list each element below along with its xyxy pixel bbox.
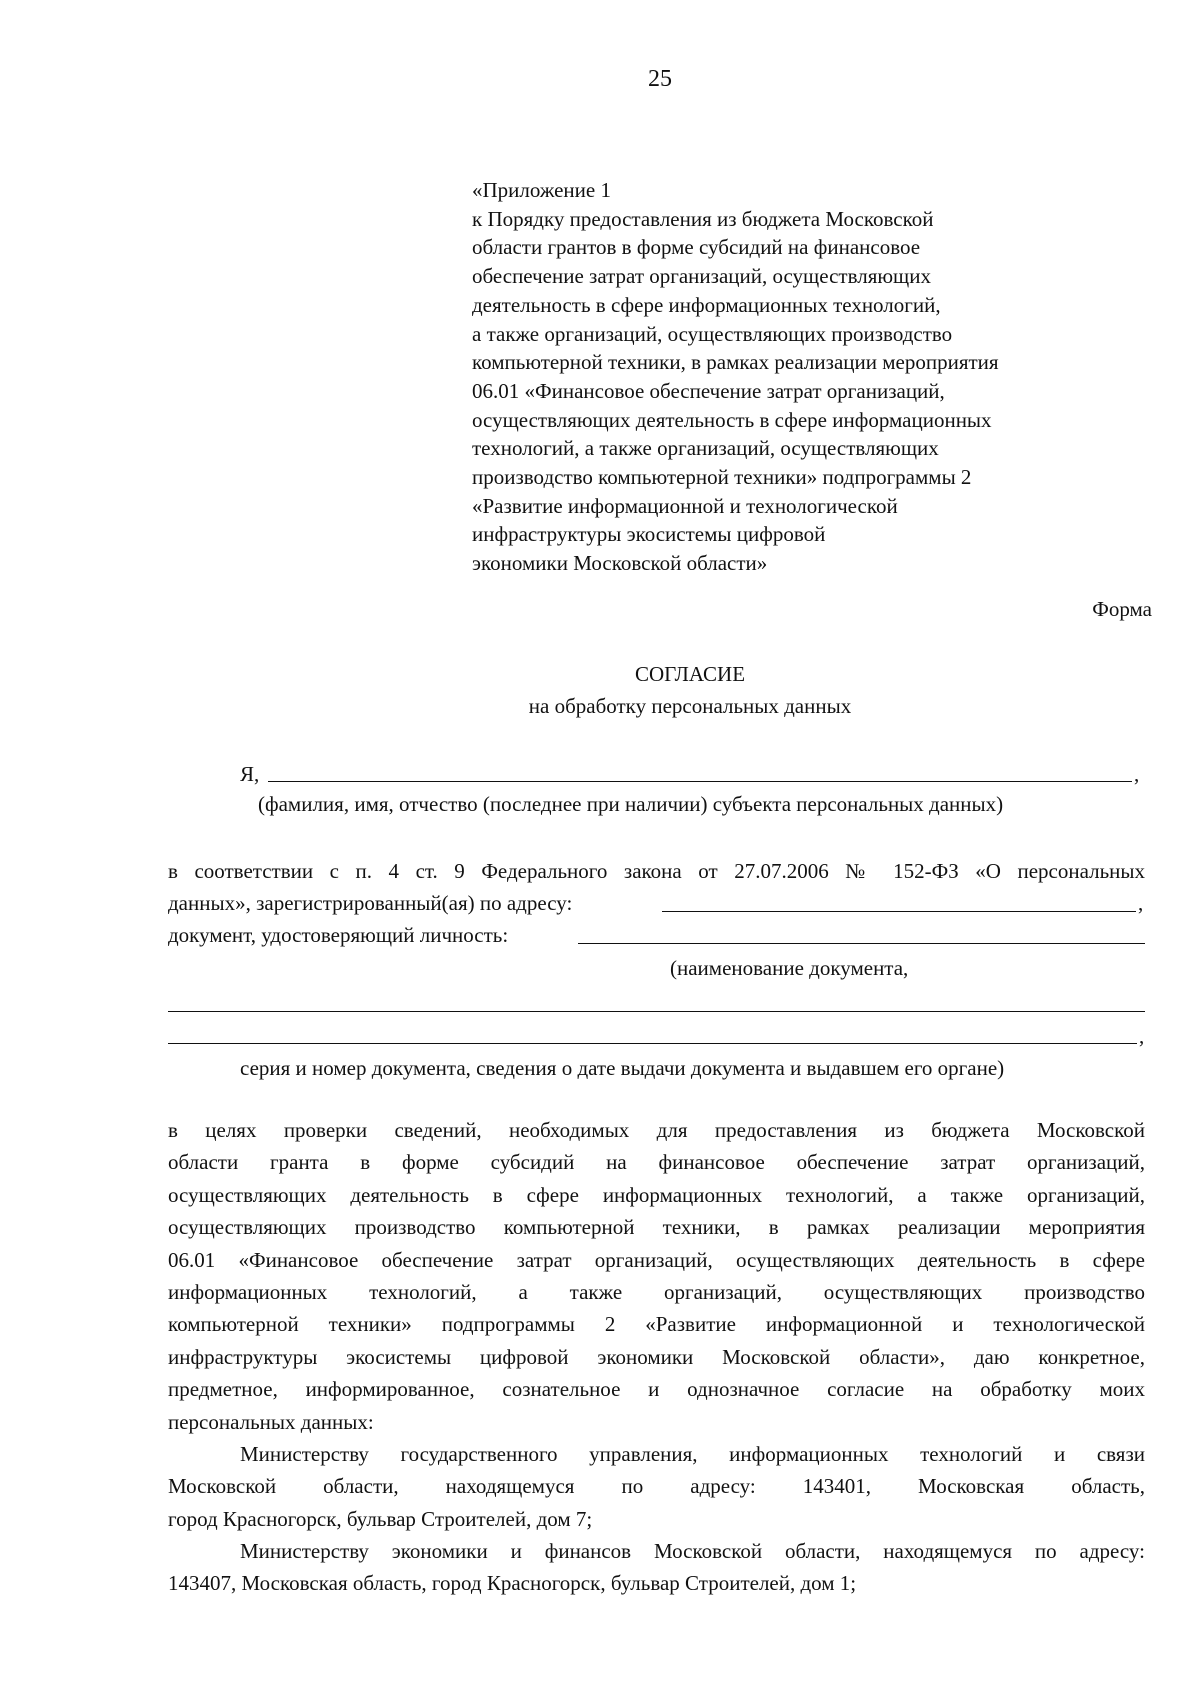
document-prefix: документ, удостоверяющий личность: <box>168 923 509 947</box>
header-line: «Развитие информационной и технологической <box>472 493 898 518</box>
header-line: к Порядку предоставления из бюджета Московской <box>472 206 934 231</box>
paragraph-line: компьютерной техники» подпрограммы 2 «Развитие информационной и технологической <box>168 1312 1145 1337</box>
name-field-caption: (фамилия, имя, отчество (последнее при наличии) субъекта персональных данных) <box>258 792 1004 816</box>
paragraph-line: информационных технологий, а также организаций, осуществляющих производство <box>168 1280 1145 1305</box>
paragraph-line: 06.01 «Финансовое обеспечение затрат организаций, осуществляющих деятельность в сфере <box>168 1247 1145 1272</box>
address-field-line[interactable] <box>662 911 1136 912</box>
document-details-line-2[interactable] <box>168 1043 1137 1044</box>
purpose-paragraph <box>168 1114 1145 1438</box>
address-field-comma: , <box>1138 891 1144 915</box>
paragraph-line: осуществляющих деятельность в сфере информационных технологий, а также организаций, <box>168 1182 1145 1207</box>
header-line: области грантов в форме субсидий на финансовое <box>472 235 921 260</box>
header-line: а также организаций, осуществляющих производство <box>472 321 953 346</box>
law-reference-line: в соответствии с п. 4 ст. 9 Федерального закона от 27.07.2006 № 152-ФЗ «О персональных <box>168 859 1145 883</box>
document-field-line[interactable] <box>578 943 1145 944</box>
name-field-comma: , <box>1134 762 1140 786</box>
header-line: технологий, а также организаций, осуществляющих <box>472 436 939 461</box>
header-line: деятельность в сфере информационных технологий, <box>472 292 941 317</box>
paragraph-line: Министерству государственного управления, информационных технологий и связи <box>240 1442 1145 1466</box>
paragraph-line: в целях проверки сведений, необходимых для предоставления из бюджета Московской <box>168 1118 1145 1142</box>
paragraph-line: город Красногорск, бульвар Строителей, дом 7; <box>168 1506 593 1531</box>
paragraph-line: Московской области, находящемуся по адресу: 143401, Московская область, <box>168 1474 1145 1499</box>
header-line: обеспечение затрат организаций, осуществляющих <box>472 264 931 289</box>
document-details-comma: , <box>1139 1024 1145 1048</box>
form-label: Форма <box>1092 597 1152 621</box>
page-number: 25 <box>648 66 672 92</box>
name-field-line[interactable] <box>268 781 1132 782</box>
header-line: экономики Московской области» <box>472 551 768 576</box>
paragraph-line: персональных данных: <box>168 1409 374 1434</box>
document-details-line-1[interactable] <box>168 1011 1145 1012</box>
address-prefix: данных», зарегистрированный(ая) по адресу: <box>168 891 573 915</box>
name-field-row <box>240 760 259 788</box>
document-title: СОГЛАСИЕ <box>634 662 746 686</box>
ministry-2-paragraph <box>168 1535 1145 1600</box>
paragraph-line: предметное, информированное, сознательное и однозначное согласие на обработку моих <box>168 1377 1145 1402</box>
header-line: «Приложение 1 <box>472 178 611 202</box>
document-caption-details: серия и номер документа, сведения о дате выдачи документа и выдавшем его органе) <box>240 1056 1005 1080</box>
appendix-header <box>472 176 1112 578</box>
paragraph-line: 143407, Московская область, город Красногорск, бульвар Строителей, дом 1; <box>168 1571 857 1596</box>
document-caption-name: (наименование документа, <box>670 956 909 980</box>
paragraph-line: осуществляющих производство компьютерной техники, в рамках реализации мероприятия <box>168 1215 1145 1240</box>
paragraph-line: области гранта в форме субсидий на финансовое обеспечение затрат организаций, <box>168 1150 1145 1175</box>
header-line: компьютерной техники, в рамках реализации мероприятия <box>472 350 999 375</box>
header-line: осуществляющих деятельность в сфере информационных <box>472 407 992 432</box>
ministry-1-paragraph <box>168 1438 1145 1535</box>
paragraph-line: Министерству экономики и финансов Московской области, находящемуся по адресу: <box>240 1539 1145 1563</box>
header-line: инфраструктуры экосистемы цифровой <box>472 522 826 547</box>
name-prefix: Я, <box>240 762 260 786</box>
document-subtitle: на обработку персональных данных <box>528 694 852 718</box>
paragraph-line: инфраструктуры экосистемы цифровой экономики Московской области», даю конкретное, <box>168 1344 1145 1369</box>
header-line: производство компьютерной техники» подпрограммы 2 <box>472 465 972 490</box>
header-line: 06.01 «Финансовое обеспечение затрат организаций, <box>472 378 945 403</box>
